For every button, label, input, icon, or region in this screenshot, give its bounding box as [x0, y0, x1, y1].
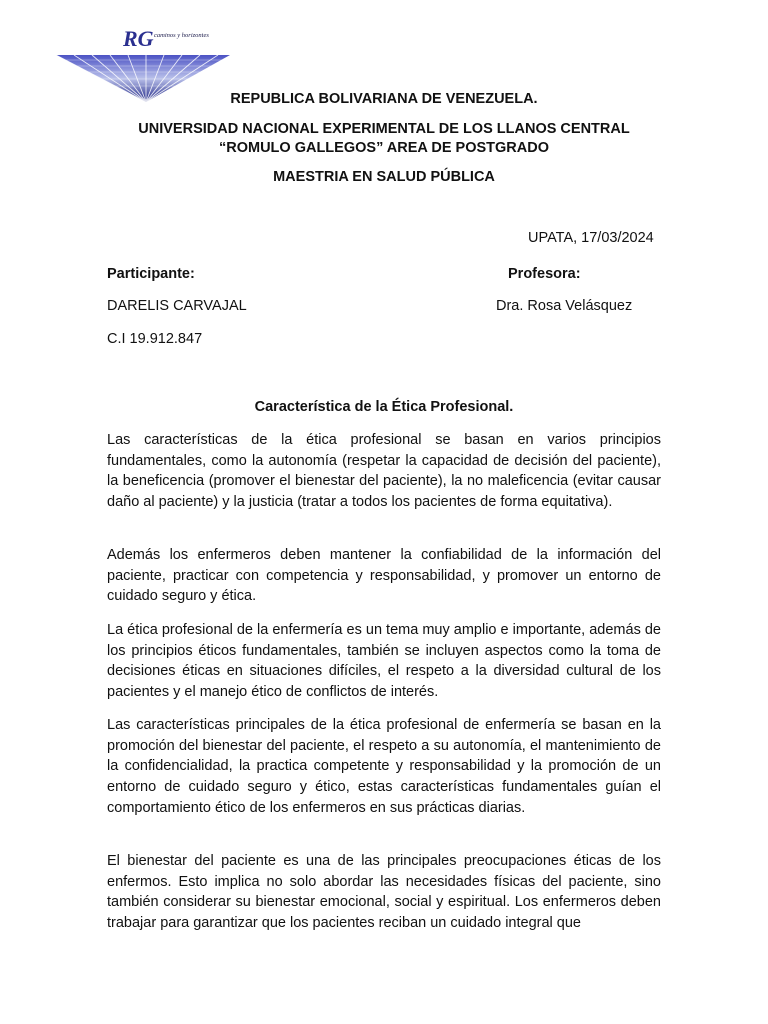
document-date: UPATA, 17/03/2024: [528, 230, 654, 246]
participant-name: DARELIS CARVAJAL: [107, 298, 247, 314]
header-country: REPUBLICA BOLIVARIANA DE VENEZUELA.: [230, 91, 538, 107]
paragraph-4: Las características principales de la ética profesional de enfermería se basan en la promoción del bienestar del paciente, el respeto a su autonomía, el mantenimiento de la confidencialidad, la practica competente y responsabilidad y la promoción de un entorno de cuidado seguro y ético, estas características fundamentales guían el comportamiento ético de los enfermeros en sus prácticas diarias.: [107, 717, 661, 816]
teacher-label: Profesora:: [508, 266, 581, 282]
paragraph-2: Además los enfermeros deben mantener la confiabilidad de la información del paciente, practicar con competencia y responsabilidad, y promover un entorno de cuidado seguro y ética.: [107, 547, 661, 605]
logo-monogram: RG: [123, 26, 154, 51]
participant-label: Participante:: [107, 266, 195, 282]
header-university: UNIVERSIDAD NACIONAL EXPERIMENTAL DE LOS LLANOS CENTRAL: [138, 121, 630, 137]
header-area: “ROMULO GALLEGOS” AREA DE POSTGRADO: [218, 140, 550, 156]
participant-id: C.I 19.912.847: [107, 331, 203, 347]
header-program: MAESTRIA EN SALUD PÚBLICA: [273, 169, 495, 185]
logo-tagline: caminos y horizontes: [154, 32, 209, 39]
paragraph-5: El bienestar del paciente es una de las principales preocupaciones éticas de los enfermos. Esto implica no solo abordar las necesidades físicas del paciente, sino también considerar su bienestar emocional, social y espiritual. Los enfermeros deben trabajar para garantizar que los pacientes reciban un cuidado integral que: [107, 853, 661, 932]
paragraph-1: Las características de la ética profesional se basan en varios principios fundamentales, como la autonomía (respetar la capacidad de decisión del paciente), la beneficencia (promover el bienestar del paciente), la no maleficencia (evitar causar daño al paciente) y la justicia (tratar a todos los pacientes de forma equitativa).: [107, 432, 661, 511]
paragraph-3: La ética profesional de la enfermería es un tema muy amplio e importante, además de los principios éticos fundamentales, también se incluyen aspectos como la toma de decisiones éticas en situaciones difíciles, el respeto a la diversidad cultural de los pacientes y el manejo ético de conflictos de interés.: [107, 622, 661, 701]
teacher-name: Dra. Rosa Velásquez: [496, 298, 633, 314]
document-title: Característica de la Ética Profesional.: [254, 399, 514, 415]
